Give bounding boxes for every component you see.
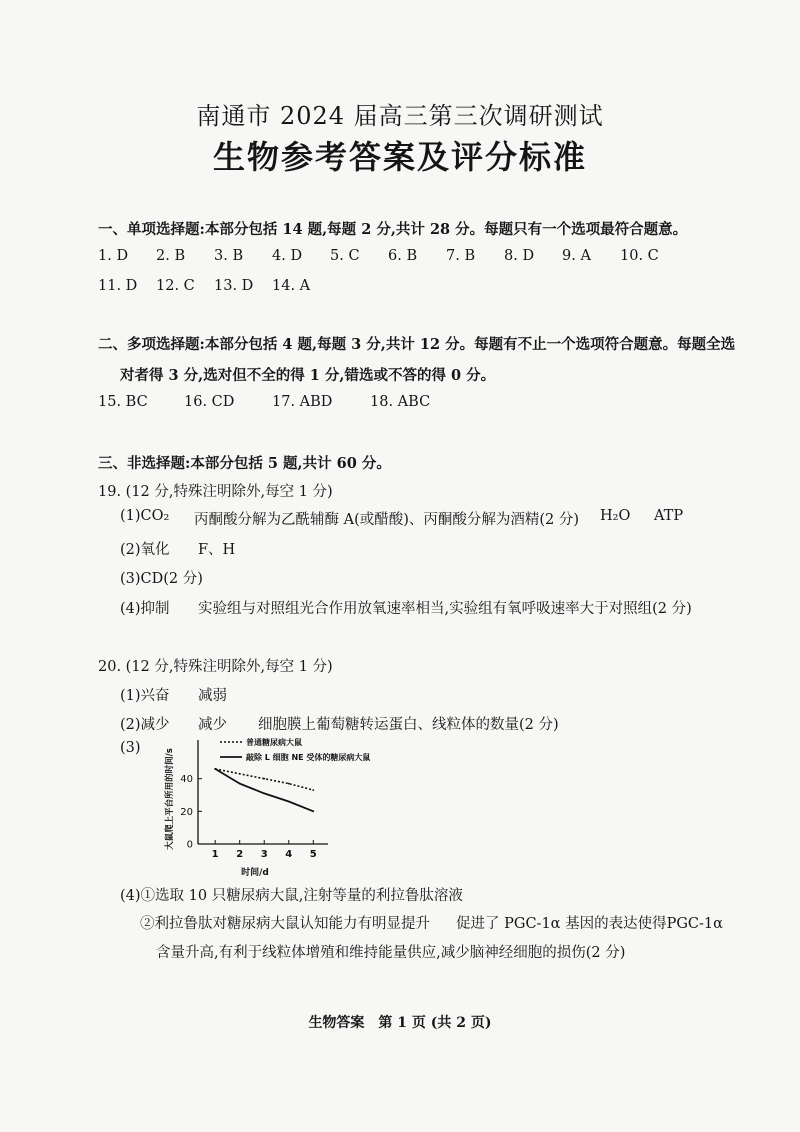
q20-part4-line3: 含量升高,有利于线粒体增殖和维持能量供应,减少脑神经细胞的损伤(2 分): [156, 945, 626, 961]
answer-item: 15. BC: [98, 394, 148, 410]
q20-part3-label: (3): [120, 740, 141, 756]
line-chart: [150, 732, 410, 880]
y-tick-label: 0: [186, 839, 193, 851]
q19-part1-answer-c: ATP: [654, 508, 684, 524]
x-tick-label: 2: [236, 849, 244, 860]
answer-item: 13. D: [214, 278, 254, 294]
answer-item: 3. B: [214, 248, 244, 264]
data-point: [214, 768, 216, 770]
answer-item: 2. B: [156, 248, 186, 264]
q19-part3: (3)CD(2 分): [120, 571, 203, 587]
q19-title: 19. (12 分,特殊注明除外,每空 1 分): [98, 484, 333, 500]
q20-part2-answer-b: 细胞膜上葡萄糖转运蛋白、线粒体的数量(2 分): [258, 717, 559, 733]
answer-item: 5. C: [330, 248, 360, 264]
series-line-2: [215, 769, 313, 811]
exam-title: 南通市 2024 届高三第三次调研测试: [196, 102, 604, 130]
page-footer: 生物答案 第 1 页 (共 2 页): [308, 1015, 492, 1031]
answer-item: 9. A: [562, 248, 591, 264]
answer-key-title: 生物参考答案及评分标准: [212, 138, 587, 176]
answer-item: 14. A: [272, 278, 311, 294]
data-point: [288, 783, 290, 785]
q20-part4-line2b: 促进了 PGC-1α 基因的表达使得PGC-1α: [456, 916, 723, 932]
x-tick-label: 4: [285, 849, 293, 860]
answer-item: 12. C: [156, 278, 195, 294]
x-axis-label: 时间/d: [241, 868, 269, 878]
answer-item: 8. D: [504, 248, 535, 264]
data-point: [239, 773, 241, 775]
answer-item: 18. ABC: [370, 394, 431, 410]
answer-item: 16. CD: [184, 394, 235, 410]
answer-item: 4. D: [272, 248, 303, 264]
q19-part4-answer: 实验组与对照组光合作用放氧速率相当,实验组有氧呼吸速率大于对照组(2 分): [198, 601, 692, 617]
legend-label: 敲除 L 细胞 NE 受体的糖尿病大鼠: [246, 753, 371, 762]
answer-item: 10. C: [620, 248, 659, 264]
q20-part4-line1: (4)①选取 10 只糖尿病大鼠,注射等量的利拉鲁肽溶液: [120, 888, 463, 904]
section2-heading: 二、多项选择题:本部分包括 4 题,每题 3 分,共计 12 分。每题有不止一个选项符合题意。每题全选: [98, 336, 736, 353]
y-axis-label: 大鼠爬上平台所用的时间/s: [165, 748, 175, 850]
q19-part1-answer-b: H₂O: [600, 508, 631, 524]
data-point: [288, 801, 290, 803]
legend-label: 普通糖尿病大鼠: [246, 738, 302, 747]
q20-part2-answer: 减少: [198, 717, 227, 733]
answer-item: 1. D: [98, 248, 129, 264]
x-tick-label: 1: [211, 849, 219, 860]
section1-heading: 一、单项选择题:本部分包括 14 题,每题 2 分,共计 28 分。每题只有一个选项最符合题意。: [98, 221, 688, 238]
q20-part2-label: (2)减少: [120, 717, 170, 733]
x-tick-label: 3: [260, 849, 268, 860]
data-point: [312, 789, 314, 791]
y-tick-label: 20: [180, 806, 193, 818]
section2-heading-cont: 对者得 3 分,选对但不全的得 1 分,错选或不答的得 0 分。: [120, 367, 496, 384]
answer-item: 17. ABD: [272, 394, 333, 410]
section3-heading: 三、非选择题:本部分包括 5 题,共计 60 分。: [98, 455, 391, 472]
data-point: [312, 810, 314, 812]
q20-title: 20. (12 分,特殊注明除外,每空 1 分): [98, 659, 333, 675]
q19-part2-answer: F、H: [198, 542, 236, 558]
answer-item: 6. B: [388, 248, 418, 264]
data-point: [239, 783, 241, 785]
q19-part4-label: (4)抑制: [120, 601, 170, 617]
answer-item: 11. D: [98, 278, 138, 294]
answer-item: 7. B: [446, 248, 476, 264]
q19-part2-label: (2)氧化: [120, 542, 170, 558]
q20-part1-label: (1)兴奋: [120, 688, 170, 704]
data-point: [263, 792, 265, 794]
q19-part1-answer: 丙酮酸分解为乙酰辅酶 A(或醋酸)、丙酮酸分解为酒精(2 分): [194, 512, 580, 528]
q20-part1-answer: 减弱: [198, 688, 227, 704]
x-tick-label: 5: [309, 849, 317, 860]
y-tick-label: 40: [180, 774, 193, 786]
data-point: [263, 778, 265, 780]
q20-part4-line2a: ②利拉鲁肽对糖尿病大鼠认知能力有明显提升: [140, 916, 430, 932]
q19-part1-label: (1)CO₂: [120, 508, 170, 524]
